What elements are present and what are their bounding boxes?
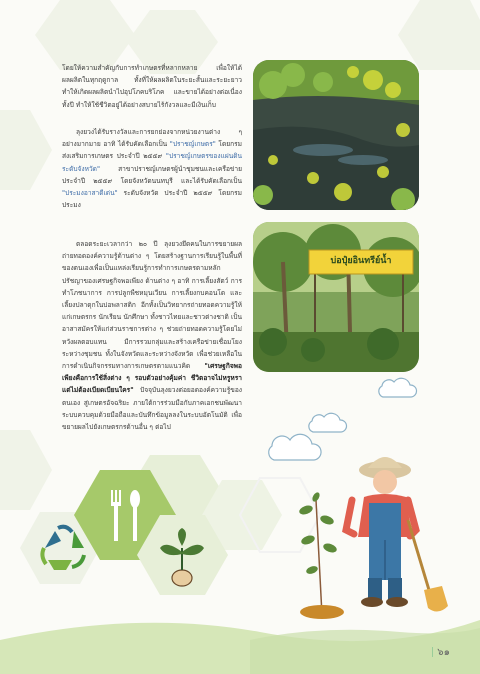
award-quote-1: "ปราชญ์เกษตร" bbox=[169, 140, 216, 149]
award-quote-3: "ประมงอาสาดีเด่น" bbox=[62, 189, 118, 198]
awards-text-b: โดยกรมส่งเสริมการเกษตร ประจำปี ๒๕๕๙ bbox=[62, 140, 242, 161]
sapling-icon bbox=[298, 491, 344, 619]
awards-text-c: สาขาปราชญ์เกษตรผู้นำชุมชนและเครือข่าย ประจำปี ๒๕๕๙ โดยจังหวัดนนทบุรี และได้รับคัดเลือกเป็น bbox=[62, 164, 242, 185]
page-number-text: ๖๑ bbox=[437, 647, 450, 658]
garden-sign-text: บ่อปุ๋ยอินทรีย์น้ำ bbox=[330, 256, 392, 266]
page-number bbox=[432, 645, 450, 660]
awards-text-a: ลุงยวงได้รับรางวัลและการยกย่องจากหน่วยงานต่าง ๆ อย่างมากมาย อาทิ ได้รับคัดเลือกเป็น bbox=[62, 128, 242, 149]
cloud-icon bbox=[269, 378, 417, 460]
award-quote-2: "ปราชญ์เกษตรของแผ่นดินระดับจังหวัด" bbox=[62, 152, 242, 173]
knowledge-text-b: ปัจจุบันลุงยวงต่อยอดองค์ความรู้ของตนเอง สู่เกษตรอัจฉริยะ ภายใต้การร่วมมือกับภาคเอกชนพัฒนาระบบควบคุมด้วยมือถือและบันทึกข้อมูลลงในระบบอัตโนมัติ เพื่อขยายผลไปยังเกษตรกรด้านอื่น ๆ ต่อไป bbox=[62, 386, 242, 432]
philosophy-quote: "เศรษฐกิจพอเพียงคือการใช้สิ่งต่าง ๆ รอบตัวอย่างคุ้มค่า ชีวิตอาจไม่หรูหราแต่ไม่ต้องเบียดเบียนใคร" bbox=[62, 362, 242, 395]
paragraph-intro: โดยให้ความสำคัญกับการทำเกษตรที่หลากหลาย เพื่อให้ได้ผลผลิตในทุกฤดูกาล ทั้งที่ให้ผลผลิตในระยะสั้นและระยะยาว ทำให้เกิดผลผลิตนำไปอุปโภคบริโภค และขายได้อย่างต่อเนื่อง ทั้งปี ทำให้ใช้ชีวิตอยู่ได้อย่างสบายไร้กังวลและมีเงินเก็บ bbox=[62, 64, 242, 109]
awards-text-d: ระดับจังหวัด ประจำปี ๒๕๕๙ โดยกรมประมง bbox=[62, 189, 242, 210]
farmer-illustration bbox=[346, 457, 448, 612]
knowledge-text-a: ตลอดระยะเวลากว่า ๒๐ ปี ลุงยวงยึดคนในการขยายผลถ่ายทอดองค์ความรู้ด้านต่าง ๆ โดยสร้างฐานการเรียนรู้ในพื้นที่ของตนเองเพื่อเป็นแหล่งเรียนรู้การทำการเกษตรตามหลักปรัชญาของเศรษฐกิจพอเพียง ด้านต่าง ๆ อาทิ การเลี้ยงสัตว์ การทำโภชนาการ การปลูกพืชหมุนเวียน การเลี้ยงกบคอนโด และเลี้ยงปลาดุกในบ่อพลาสติก อีกทั้งเป็นวิทยากรถ่ายทอดความรู้ให้แก่เกษตรกร นักเรียน นักศึกษา ทั้งชาวไทยและชาวต่างชาติ เป็นอาสาสมัครให้แก่ส่วนราชการต่าง ๆ ช่วยถ่ายทอดความรู้โดยไม่หวังผลตอบแทน มีการรวมกลุ่มและสร้างเครือข่ายเชื่อมโยงระหว่างชุมชน ทั้งในจังหวัดและระหว่างจังหวัด เพื่อช่วยเหลือในการดำเนินกิจกรรมทางการเกษตรตามแนวคิด bbox=[62, 240, 242, 371]
